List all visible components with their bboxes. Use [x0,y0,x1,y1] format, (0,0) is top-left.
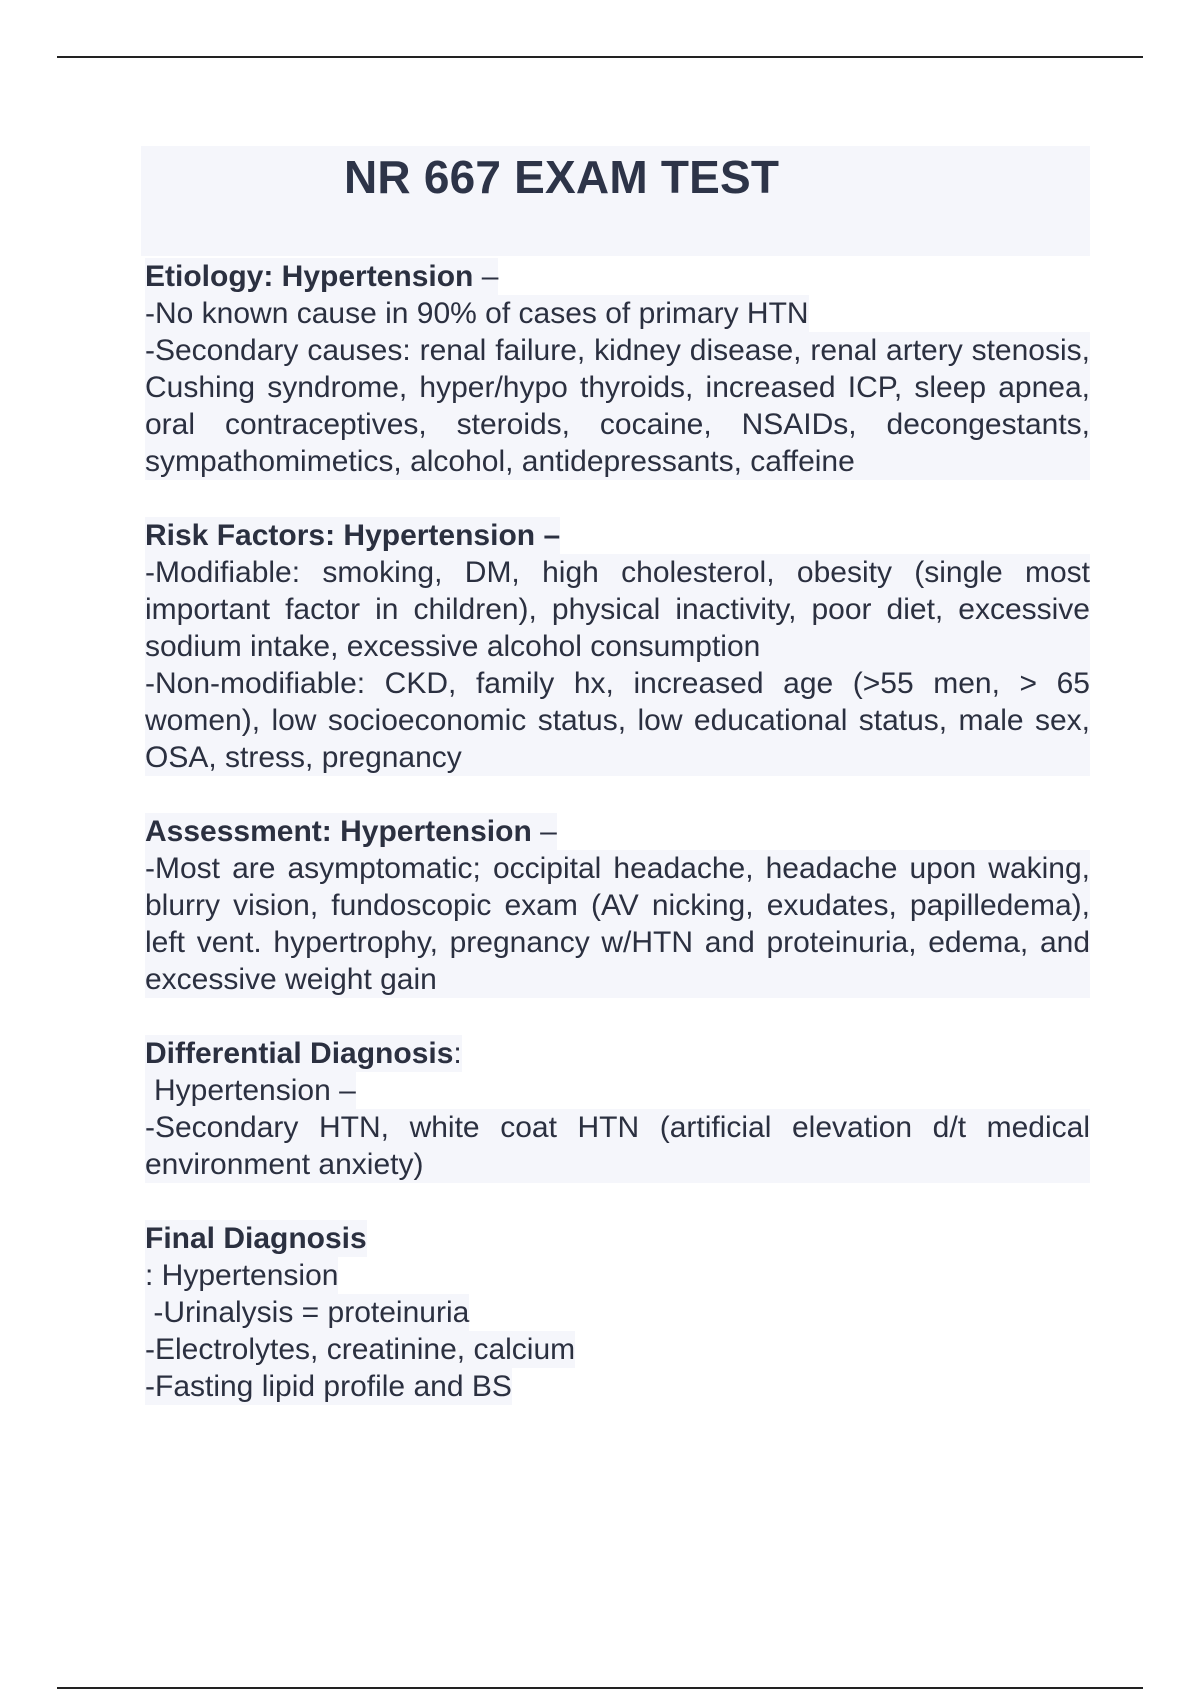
heading-text: Etiology: Hypertension [145,260,474,293]
title-band [141,146,1090,256]
paragraph-non-modifiable: -Non-modifiable: CKD, family hx, increased age (>55 men, > 65 women), low socioeconomic status, low educational status, male sex, OSA, stress, pregnancy [145,667,1090,774]
paragraph-modifiable: -Modifiable: smoking, DM, high cholesterol, obesity (single most important factor in children), physical inactivity, poor diet, excessive sodium intake, excessive alcohol consumption [145,556,1090,663]
section-heading: Risk Factors: Hypertension – [145,519,561,552]
text-line: : Hypertension [145,1259,339,1292]
section-etiology [145,258,1090,480]
section-differential-diagnosis [145,1035,1090,1183]
text-line: -No known cause in 90% of cases of primary HTN [145,297,809,330]
text-line: -Electrolytes, creatinine, calcium [145,1333,576,1366]
header-rule [57,56,1143,58]
heading-suffix: – [473,260,499,293]
section-heading [145,258,498,295]
section-assessment [145,813,1090,998]
heading-suffix: : [453,1037,462,1070]
paragraph: -Most are asymptomatic; occipital headache, headache upon waking, blurry vision, fundoscopic exam (AV nicking, exudates, papilledema), left vent. hypertrophy, pregnancy w/HTN and proteinuria, edema, and excessive weight gain [145,852,1090,996]
text-line: -Urinalysis = proteinuria [145,1296,470,1329]
paragraph: -Secondary causes: renal failure, kidney disease, renal artery stenosis, Cushing syndrome, hyper/hypo thyroids, increased ICP, sleep apnea, oral contraceptives, steroids, cocaine, NSAIDs, decongestants, sympathomimetics, alcohol, antidepressants, caffeine [145,334,1090,478]
text-line: -Fasting lipid profile and BS [145,1370,512,1403]
heading-text: Differential Diagnosis [145,1037,454,1070]
section-risk-factors [145,517,1090,776]
footer-rule [57,1687,1143,1689]
section-heading [145,813,557,850]
section-heading: Final Diagnosis [145,1222,367,1255]
document-title: NR 667 EXAM TEST [344,151,780,203]
sub-heading: Hypertension – [145,1072,356,1109]
heading-suffix: – [531,815,557,848]
heading-text: Assessment: Hypertension [145,815,532,848]
paragraph: -Secondary HTN, white coat HTN (artificial elevation d/t medical environment anxiety) [145,1111,1090,1181]
document-body [145,146,1090,1405]
section-final-diagnosis [145,1220,1090,1405]
section-heading [145,1035,462,1072]
